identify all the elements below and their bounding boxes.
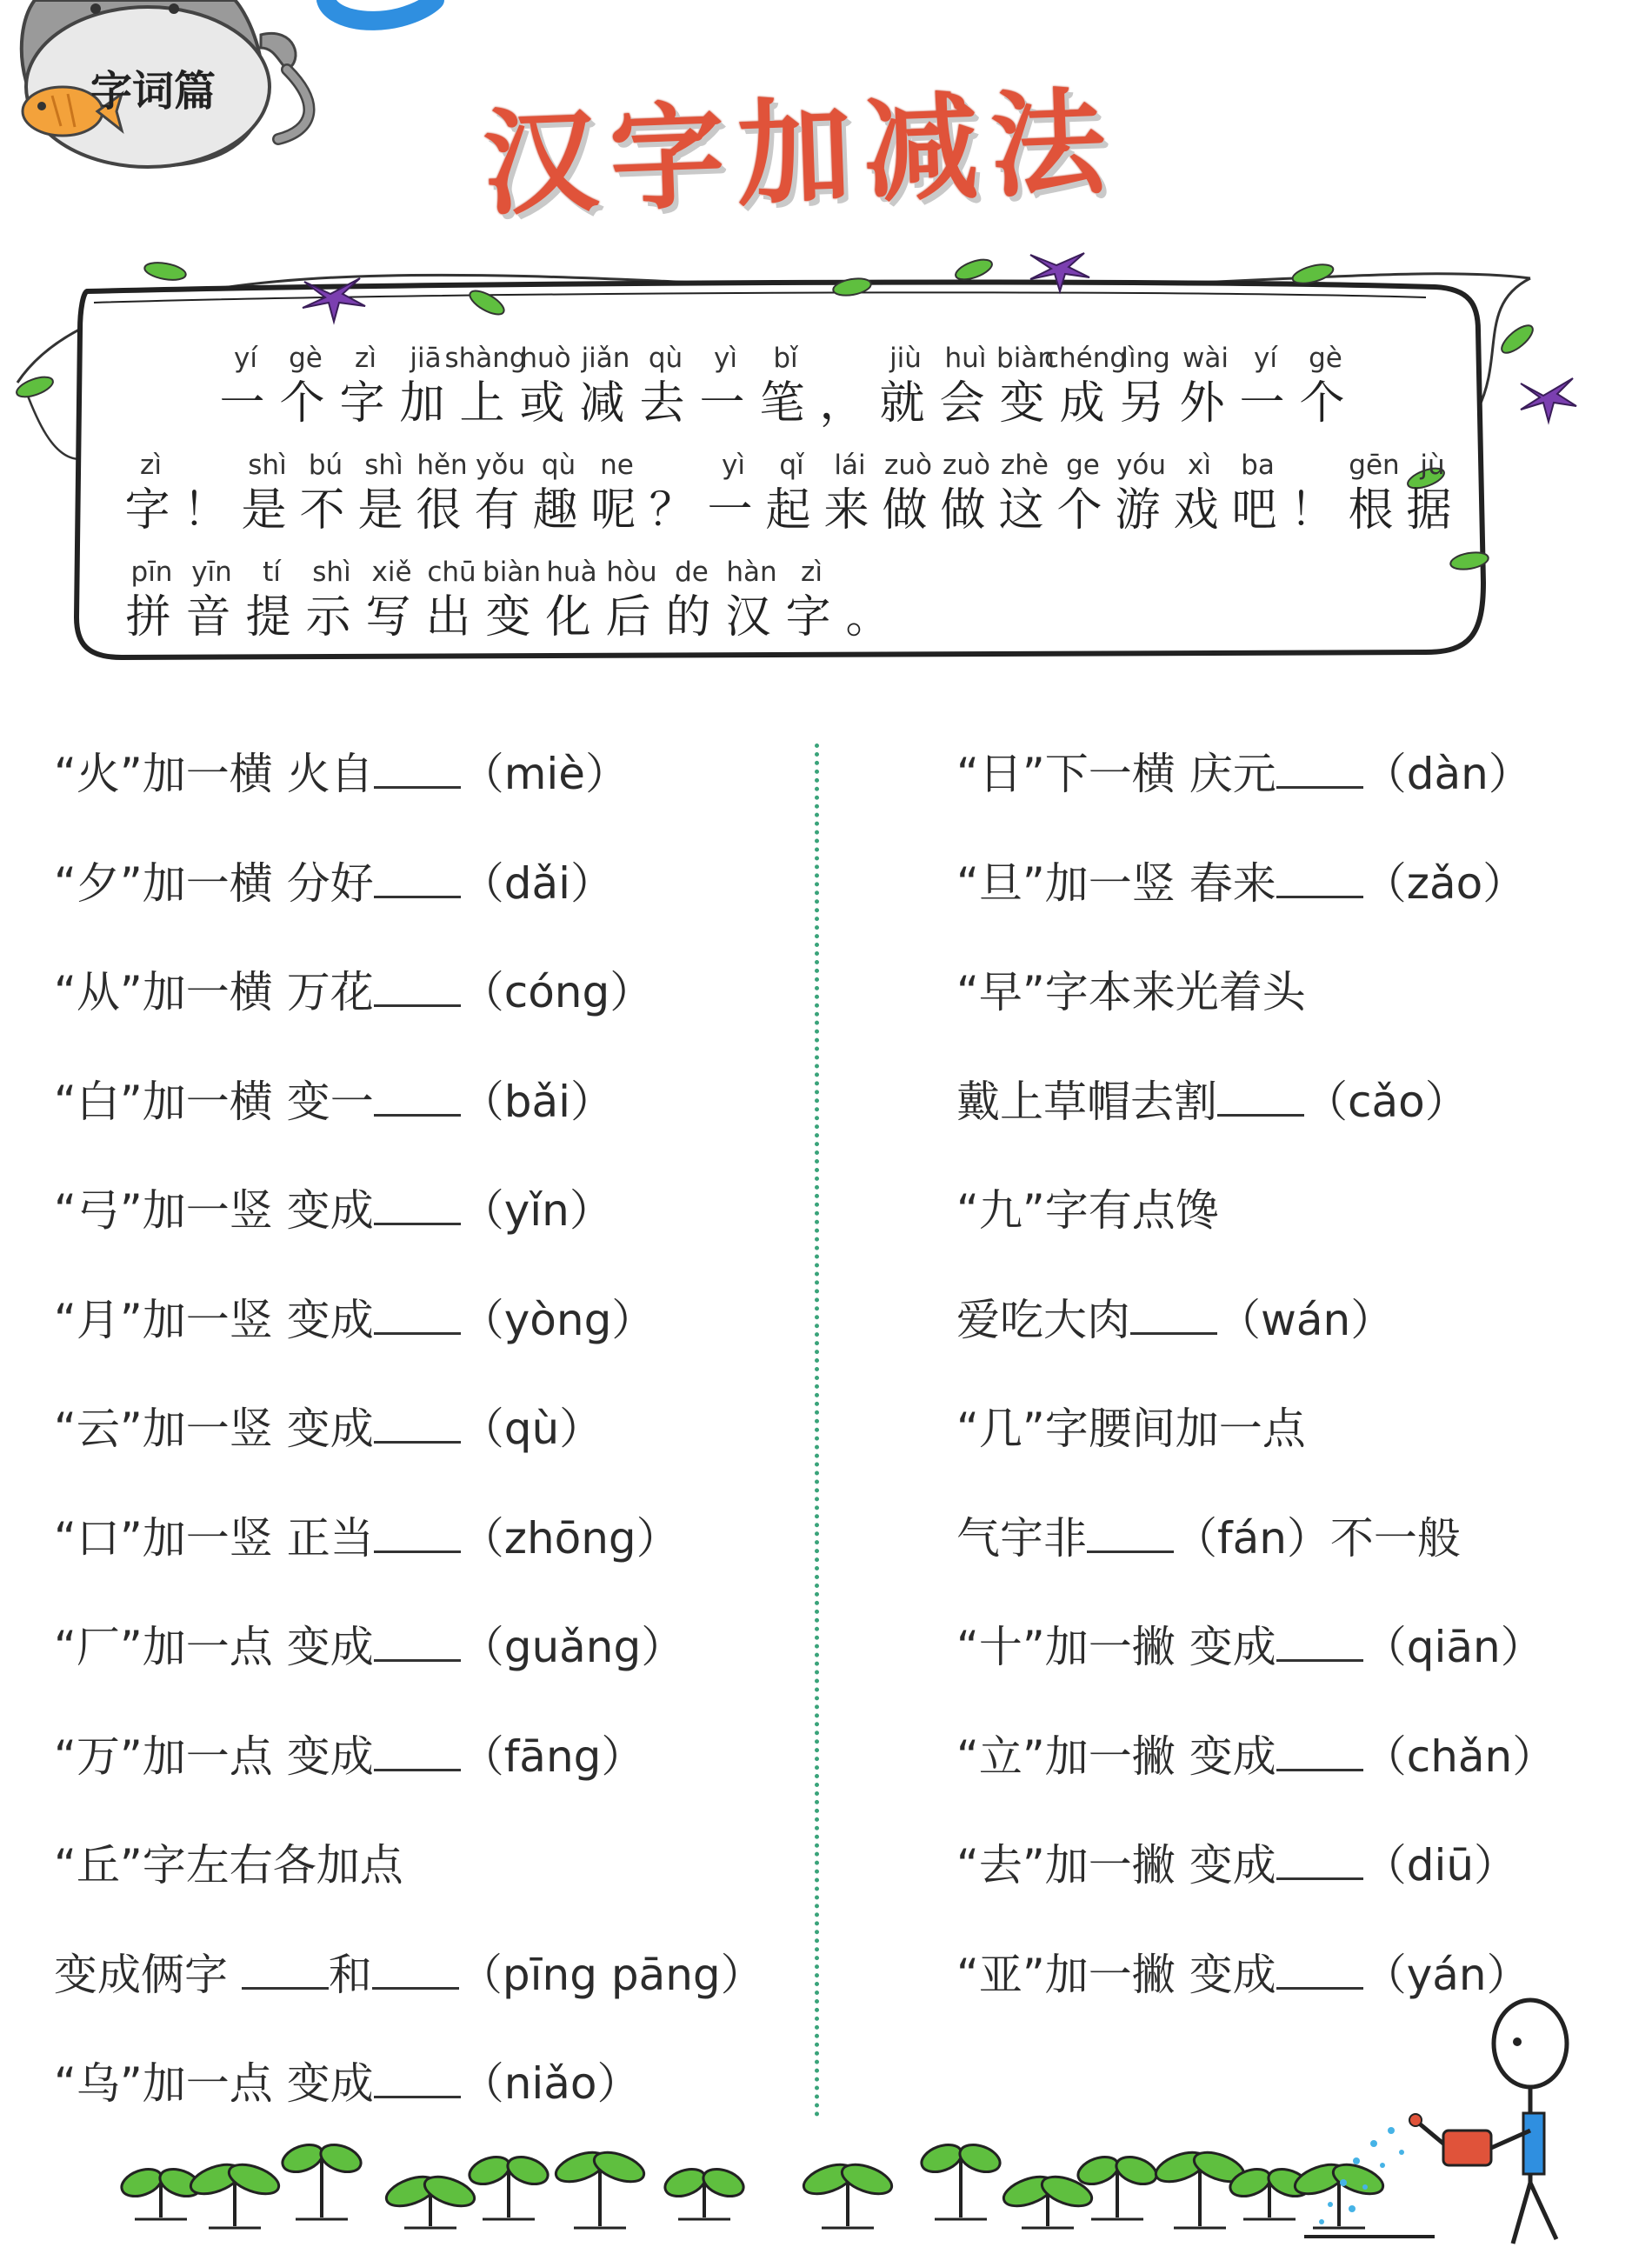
chinese-character: 加 (399, 377, 452, 430)
pinyin-character-cell (355, 448, 413, 538)
pinyin-text: ge (1066, 450, 1100, 481)
chinese-character: 化 (545, 591, 598, 644)
chinese-character: 戏 (1173, 484, 1226, 537)
pinyin-character-cell (1054, 448, 1112, 538)
pinyin-text: yì (714, 343, 737, 374)
pinyin-character-cell (413, 448, 471, 538)
pinyin-text: shì (364, 450, 403, 481)
exercise-prompt: “万”加一点 变成 (54, 1731, 374, 1782)
pinyin-hint: （niǎo） (460, 2058, 641, 2109)
pinyin-text: jiā (410, 343, 442, 374)
pinyin-character-cell (1229, 448, 1287, 538)
answer-blank[interactable] (374, 1512, 461, 1553)
pinyin-hint: （qiān） (1362, 1622, 1544, 1672)
pinyin-hint: （fāng） (460, 1731, 645, 1782)
pinyin-character-cell (516, 341, 576, 431)
chinese-character: 一 (699, 377, 752, 430)
watering-can-icon (1409, 2114, 1491, 2165)
chinese-character: 或 (519, 377, 572, 430)
pinyin-character-cell (821, 448, 879, 538)
pinyin-text: zhè (1001, 450, 1049, 481)
pinyin-text: wài (1182, 343, 1229, 374)
pinyin-character-cell (996, 448, 1054, 538)
pinyin-text: zì (355, 343, 376, 374)
sprout-icon (466, 2152, 552, 2219)
chinese-character: 个 (1299, 377, 1352, 430)
exercise-prompt: “乌”加一点 变成 (54, 2058, 374, 2109)
pinyin-character-cell (1296, 341, 1356, 431)
exercise-row (956, 1510, 1461, 1566)
pinyin-text: jiù (889, 343, 922, 374)
chinese-character: 有 (474, 484, 527, 537)
pinyin-character-cell (636, 341, 696, 431)
pinyin-character-cell (816, 341, 876, 431)
chinese-character: 个 (1056, 484, 1109, 537)
chinese-character: 的 (665, 591, 718, 644)
pinyin-character-cell (1345, 448, 1403, 538)
answer-blank[interactable] (374, 748, 461, 789)
exercise-prompt: “白”加一横 变一 (54, 1076, 374, 1127)
pinyin-text: zuò (884, 450, 932, 481)
chinese-character: 做 (882, 484, 935, 537)
pinyin-text: yóu (1116, 450, 1166, 481)
category-label: 字词篇 (90, 67, 216, 116)
chinese-character: 个 (279, 377, 332, 430)
gardener-figure-icon (1491, 2000, 1567, 2244)
exercise-prompt: “口”加一竖 正当 (54, 1512, 374, 1564)
chinese-character: ？ (649, 484, 702, 537)
chinese-character: ！ (1289, 484, 1342, 537)
pinyin-character-cell (763, 448, 821, 538)
exercise-row (54, 1729, 644, 1784)
exercise-conjunction: 和 (328, 1949, 372, 2000)
pinyin-text: gè (289, 343, 323, 374)
chinese-character: 字 (339, 377, 392, 430)
chinese-character: 拼 (125, 591, 178, 644)
exercise-row (54, 1292, 655, 1348)
exercise-prompt: “去”加一撇 变成 (956, 1840, 1276, 1891)
pinyin-hint: （guǎng） (460, 1622, 685, 1672)
answer-blank[interactable] (374, 1731, 461, 1771)
intro-line-3 (122, 555, 1478, 645)
pinyin-character-cell (530, 448, 588, 538)
pinyin-text: huì (944, 343, 987, 374)
pinyin-character-cell (542, 555, 602, 645)
exercise-row (956, 964, 1306, 1020)
pinyin-character-cell (296, 448, 355, 538)
pinyin-text: bǐ (773, 343, 798, 374)
exercise-row (956, 1292, 1394, 1348)
pinyin-hint: （qù） (460, 1404, 603, 1454)
pinyin-text: yí (1254, 343, 1277, 374)
sprout-icon (800, 2159, 896, 2228)
pinyin-character-cell (444, 341, 527, 431)
chinese-character: 变 (485, 591, 538, 644)
pinyin-hint: （bǎi） (460, 1076, 614, 1127)
pinyin-character-cell (471, 448, 530, 538)
pinyin-character-cell (1236, 341, 1296, 431)
chinese-character: 字 (124, 484, 177, 537)
chinese-character: 很 (416, 484, 469, 537)
pinyin-character-cell (276, 341, 336, 431)
pinyin-hint: （miè） (460, 749, 629, 799)
pinyin-hint: （fán）不一般 (1174, 1512, 1461, 1564)
chinese-character: 起 (765, 484, 818, 537)
pinyin-character-cell (482, 555, 542, 645)
pinyin-text: hòu (606, 557, 657, 588)
pinyin-character-cell (362, 555, 422, 645)
exercise-prompt: “夕”加一横 分好 (54, 857, 374, 909)
chinese-character: 根 (1348, 484, 1401, 537)
swirl-decoration-icon (326, 0, 435, 21)
pinyin-hint: （pīng pāng） (458, 1949, 764, 2000)
exercise-text: “早”字本来光着头 (956, 967, 1306, 1017)
exercise-row (54, 964, 653, 1020)
answer-blank[interactable] (1276, 857, 1363, 898)
pinyin-character-cell (876, 341, 936, 431)
sprout-icon (1291, 2159, 1387, 2228)
pinyin-hint: （yòng） (460, 1294, 656, 1345)
chinese-character: 去 (639, 377, 692, 430)
pinyin-character-cell (122, 555, 182, 645)
pinyin-text: pīn (130, 557, 173, 588)
pinyin-character-cell (336, 341, 396, 431)
pinyin-character-cell (879, 448, 937, 538)
exercise-prompt: 戴上草帽去割 (956, 1076, 1217, 1127)
pinyin-character-cell (216, 341, 276, 431)
pinyin-text: jù (1420, 450, 1445, 481)
pinyin-hint: （dàn） (1362, 749, 1532, 799)
answer-blank[interactable] (374, 1076, 461, 1117)
exercise-row (956, 746, 1532, 802)
answer-blank[interactable] (1087, 1512, 1174, 1553)
pinyin-character-cell (646, 448, 704, 538)
pinyin-hint: （diū） (1362, 1840, 1518, 1891)
pinyin-text: zì (140, 450, 162, 481)
pinyin-text: xiě (371, 557, 412, 588)
pinyin-character-cell (842, 555, 902, 645)
exercise-row (956, 1619, 1544, 1675)
exercise-row (54, 1837, 403, 1893)
pinyin-text: zì (801, 557, 823, 588)
pinyin-character-cell (1176, 341, 1236, 431)
exercise-prompt: “火”加一横 火自 (54, 749, 374, 799)
column-divider (815, 744, 819, 2117)
pinyin-character-cell (1112, 448, 1170, 538)
chinese-character: 示 (305, 591, 358, 644)
answer-blank[interactable] (1276, 1839, 1363, 1880)
pinyin-text: qǐ (779, 450, 804, 481)
exercise-prompt: “弓”加一竖 变成 (54, 1185, 374, 1236)
sprout-icon (383, 2171, 478, 2228)
pinyin-text: xì (1188, 450, 1211, 481)
pinyin-text: yǒu (476, 450, 525, 481)
chinese-character: 是 (357, 484, 410, 537)
pinyin-text: shì (312, 557, 351, 588)
pinyin-text: shàng (444, 343, 527, 374)
pinyin-character-cell (782, 555, 842, 645)
answer-blank[interactable] (374, 857, 461, 898)
pinyin-character-cell (1116, 341, 1176, 431)
answer-blank[interactable] (1276, 748, 1363, 789)
chinese-character: 不 (299, 484, 352, 537)
pinyin-hint: （zhōng） (460, 1512, 680, 1564)
pinyin-character-cell (602, 555, 662, 645)
pinyin-text: shì (248, 450, 287, 481)
intro-line-1 (216, 341, 1572, 431)
chinese-character: 变 (999, 377, 1052, 430)
chinese-character: 成 (1059, 377, 1112, 430)
pinyin-character-cell (662, 555, 722, 645)
answer-blank[interactable] (1276, 1731, 1363, 1771)
pinyin-text: biàn (483, 557, 541, 588)
pinyin-character-cell (182, 555, 242, 645)
chinese-character: 外 (1179, 377, 1232, 430)
exercise-row (956, 1074, 1469, 1130)
chinese-character: 汉 (725, 591, 778, 644)
exercise-prompt: 变成俩字 (54, 1949, 242, 2000)
pinyin-character-cell (722, 555, 782, 645)
pinyin-text: huò (520, 343, 571, 374)
intro-line-2 (122, 448, 1478, 538)
sprout-icon (187, 2159, 283, 2228)
chinese-character: 出 (425, 591, 478, 644)
exercise-prompt: “月”加一竖 变成 (54, 1294, 374, 1345)
pinyin-text: chū (427, 557, 476, 588)
sprout-icon (118, 2164, 204, 2219)
exercise-prompt: “从”加一横 万花 (54, 967, 374, 1017)
exercise-row (54, 1510, 680, 1566)
sprout-icon (1075, 2152, 1161, 2219)
pinyin-character-cell (696, 341, 756, 431)
answer-blank[interactable] (374, 1294, 461, 1335)
exercise-prompt: “亚”加一撇 变成 (956, 1949, 1276, 2000)
chinese-character: 上 (459, 377, 512, 430)
sprout-icon (662, 2164, 748, 2219)
pinyin-text: yīn (191, 557, 232, 588)
answer-blank[interactable] (1130, 1294, 1217, 1335)
chinese-character: 会 (939, 377, 992, 430)
footer-decoration (0, 1991, 1652, 2254)
answer-blank[interactable] (1217, 1076, 1304, 1117)
answer-blank[interactable] (374, 966, 461, 1007)
exercise-prompt: “旦”加一竖 春来 (956, 857, 1276, 909)
pinyin-hint: （zǎo） (1362, 857, 1527, 909)
pinyin-text: hàn (726, 557, 777, 588)
pinyin-text: de (675, 557, 709, 588)
pinyin-character-cell (1043, 341, 1128, 431)
exercise-row (54, 1619, 684, 1675)
chinese-character: ！ (183, 484, 236, 537)
answer-blank[interactable] (374, 1621, 461, 1662)
pinyin-text: gè (1309, 343, 1342, 374)
pinyin-hint: （cǎo） (1304, 1076, 1469, 1127)
pinyin-hint: （yǐn） (460, 1185, 613, 1236)
pinyin-character-cell (1170, 448, 1229, 538)
pinyin-character-cell (936, 341, 996, 431)
exercise-row (54, 856, 614, 911)
pinyin-text: bú (308, 450, 343, 481)
pinyin-character-cell (302, 555, 362, 645)
chinese-character: 这 (998, 484, 1051, 537)
pinyin-character-cell (704, 448, 763, 538)
exercise-prompt: “十”加一撇 变成 (956, 1622, 1276, 1672)
pinyin-hint: （wán） (1217, 1294, 1395, 1345)
pinyin-text: jiǎn (581, 343, 630, 374)
pinyin-character-cell (588, 448, 646, 538)
answer-blank[interactable] (242, 1949, 329, 1990)
pinyin-text: biàn (996, 343, 1055, 374)
pinyin-text: ba (1241, 450, 1275, 481)
exercise-row (956, 856, 1526, 911)
chinese-character: ， (819, 377, 872, 430)
pinyin-character-cell (122, 448, 180, 538)
exercise-prompt: “厂”加一点 变成 (54, 1622, 374, 1672)
exercise-text: “丘”字左右各加点 (54, 1840, 403, 1891)
exercise-row (54, 1401, 603, 1457)
pinyin-hint: （yán） (1362, 1949, 1530, 2000)
pinyin-text: lái (834, 450, 866, 481)
exercise-row (54, 1074, 614, 1130)
pinyin-hint: （cóng） (460, 967, 654, 1017)
pinyin-text: gēn (1349, 450, 1400, 481)
chinese-character: 写 (365, 591, 418, 644)
pinyin-text: lìng (1121, 343, 1170, 374)
sprout-icons (118, 2140, 1387, 2228)
exercise-prompt: “云”加一竖 变成 (54, 1404, 374, 1454)
chinese-character: 。 (845, 591, 898, 644)
pinyin-character-cell (242, 555, 302, 645)
pinyin-character-cell (576, 341, 636, 431)
exercise-row (956, 1401, 1306, 1457)
exercise-prompt: 气宇非 (956, 1512, 1087, 1564)
chinese-character: 另 (1119, 377, 1172, 430)
chinese-character: 做 (940, 484, 993, 537)
exercise-text: “几”字腰间加一点 (956, 1404, 1306, 1454)
page-title: 汉字加减法 (480, 75, 1120, 232)
sprout-icon (279, 2140, 365, 2219)
chinese-character: 一 (707, 484, 760, 537)
chinese-character: 一 (1239, 377, 1292, 430)
exercise-row (956, 1183, 1219, 1238)
pinyin-text: hěn (416, 450, 468, 481)
chinese-character: 后 (605, 591, 658, 644)
pinyin-character-cell (756, 341, 816, 431)
chinese-character: 字 (785, 591, 838, 644)
chinese-character: 据 (1406, 484, 1459, 537)
pinyin-character-cell (1287, 448, 1345, 538)
chinese-character: 是 (241, 484, 294, 537)
pinyin-character-cell (238, 448, 296, 538)
pinyin-character-cell (937, 448, 996, 538)
exercise-row (54, 1183, 613, 1238)
chinese-character: 音 (185, 591, 238, 644)
exercise-text: “九”字有点馋 (956, 1185, 1219, 1236)
pinyin-text: chéng (1043, 343, 1128, 374)
exercise-row (956, 1837, 1517, 1893)
exercise-prompt: 爱吃大肉 (956, 1294, 1130, 1345)
exercise-prompt: “立”加一撇 变成 (956, 1731, 1276, 1782)
chinese-character: 就 (879, 377, 932, 430)
answer-blank[interactable] (1276, 1621, 1363, 1662)
answer-blank[interactable] (1276, 1949, 1363, 1990)
chinese-character: 来 (823, 484, 876, 537)
exercise-row (54, 746, 629, 802)
chinese-character: 游 (1115, 484, 1168, 537)
chinese-character: 呢 (590, 484, 643, 537)
chinese-character: 趣 (532, 484, 585, 537)
exercise-row (956, 1729, 1555, 1784)
pinyin-text: yì (722, 450, 745, 481)
pinyin-text: yí (234, 343, 257, 374)
chinese-character: 一 (219, 377, 272, 430)
pinyin-text: qù (541, 450, 576, 481)
pinyin-hint: （chǎn） (1362, 1731, 1556, 1782)
answer-blank[interactable] (372, 1949, 459, 1990)
exercise-prompt: “日”下一横 庆元 (956, 749, 1276, 799)
sprout-icon (552, 2147, 648, 2228)
chinese-character: 减 (579, 377, 632, 430)
pinyin-text: huà (546, 557, 597, 588)
pinyin-character-cell (422, 555, 482, 645)
pinyin-character-cell (180, 448, 238, 538)
chinese-character: 吧 (1231, 484, 1284, 537)
pinyin-character-cell (1403, 448, 1462, 538)
chinese-character: 提 (245, 591, 298, 644)
pinyin-hint: （dǎi） (460, 857, 614, 909)
pinyin-text: tí (263, 557, 281, 588)
pinyin-text: ne (600, 450, 634, 481)
answer-blank[interactable] (374, 1403, 461, 1444)
chinese-character: 笔 (759, 377, 812, 430)
sprout-icon (918, 2140, 1004, 2219)
answer-blank[interactable] (374, 1184, 461, 1225)
pinyin-text: zuò (943, 450, 990, 481)
pinyin-text: qù (648, 343, 683, 374)
